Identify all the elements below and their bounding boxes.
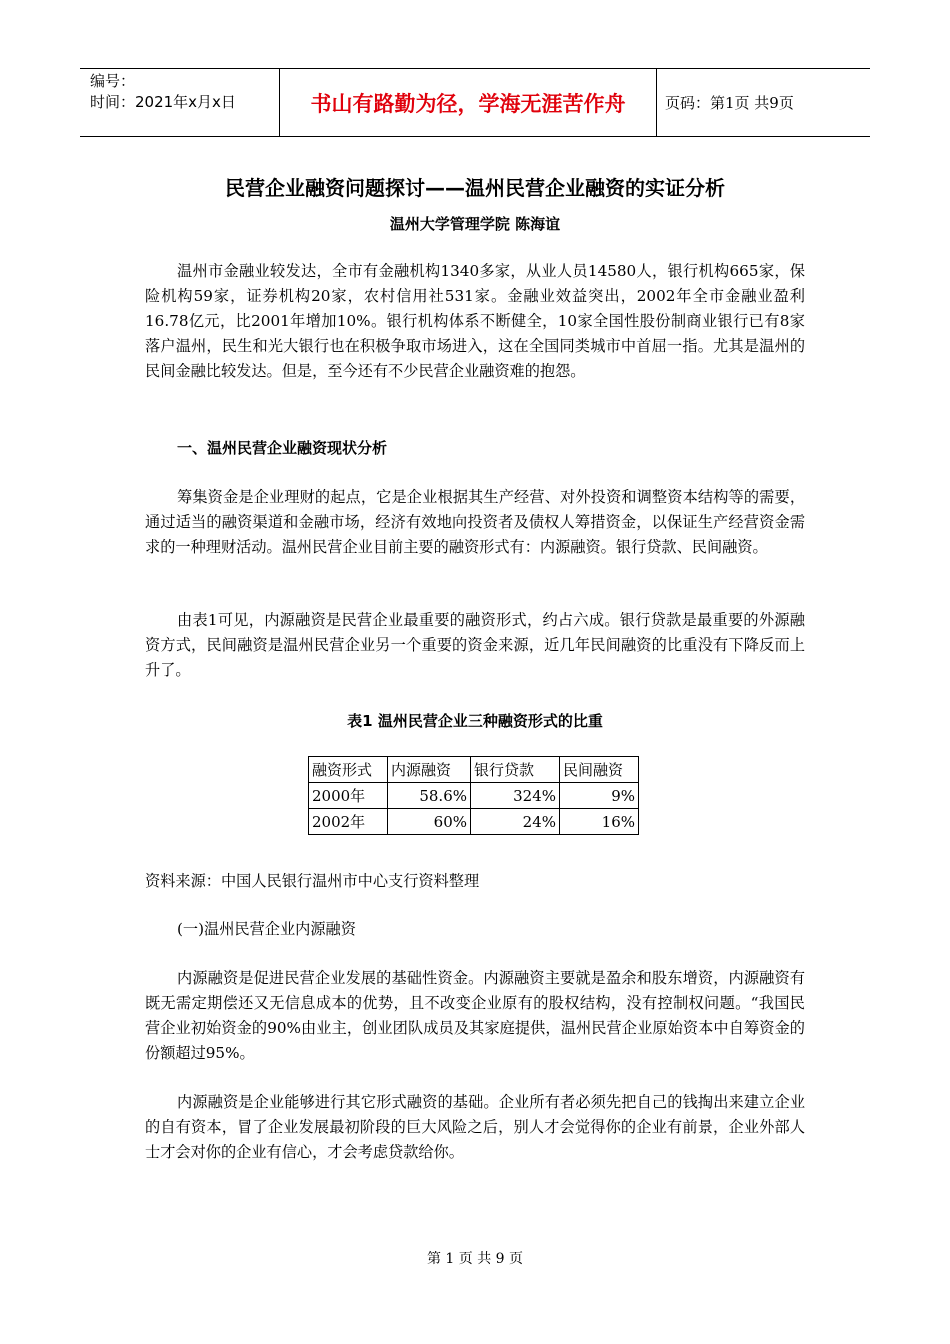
header-meta — [80, 69, 280, 136]
paragraph-1: 筹集资金是企业理财的起点，它是企业根据其生产经营、对外投资和调整资本结构等的需要，通过适当的融资渠道和金融市场，经济有效地向投资者及债权人筹措资金，以保证生产经营资金需求的一种理财活动。温州民营企业目前主要的融资形式有：内源融资。银行贷款、民间融资。 — [145, 488, 805, 556]
table-cell: 2002年 — [309, 809, 388, 835]
table-header-cell: 融资形式 — [309, 757, 388, 783]
table-cell: 9% — [560, 783, 639, 809]
paragraph-3: 内源融资是促进民营企业发展的基础性资金。内源融资主要就是盈余和股东增资，内源融资有既无需定期偿还又无信息成本的优势，且不改变企业原有的股权结构，没有控制权问题。“我国民营企业初始资金的90%由业主，创业团队成员及其家庭提供，温州民营企业原始资本中自筹资金的份额超过95%。 — [145, 969, 805, 1062]
table-cell: 24% — [471, 809, 560, 835]
header-page-info: 页码：第1页 共9页 — [665, 94, 794, 112]
paragraph-4: 内源融资是企业能够进行其它形式融资的基础。企业所有者必须先把自己的钱掏出来建立企业的自有资本，冒了企业发展最初阶段的巨大风险之后，别人才会觉得你的企业有前景，企业外部人士才会对你的企业有信心，才会考虑贷款给你。 — [145, 1093, 805, 1161]
header-motto: 书山有路勤为径，学海无涯苦作舟 — [280, 69, 657, 136]
document-title: 民营企业融资问题探讨——温州民营企业融资的实证分析 — [225, 176, 725, 200]
financing-table — [308, 756, 639, 835]
table-cell: 58.6% — [388, 783, 471, 809]
intro-paragraph: 温州市金融业较发达，全市有金融机构1340多家，从业人员14580人，银行机构665家，保险机构59家，证券机构20家，农村信用社531家。金融业效益突出，2002年全市金融业盈利16.78亿元，比2001年增加10%。银行机构体系不断健全，10家全国性股份制商业银行已有8家落户温州，民生和光大银行也在积极争取市场进入，这在全国同类城市中首屈一指。尤其是温州的民间金融比较发达。但是，至今还有不少民营企业融资难的抱怨。 — [145, 262, 805, 380]
document-author: 温州大学管理学院 陈海谊 — [389, 215, 561, 233]
table-row — [309, 809, 639, 835]
number-label: 编号： — [90, 72, 136, 90]
table-caption: 表1 温州民营企业三种融资形式的比重 — [347, 712, 603, 730]
section-heading: 一、温州民营企业融资现状分析 — [177, 439, 388, 457]
table-header-cell: 银行贷款 — [471, 757, 560, 783]
subsection-heading: (一)温州民营企业内源融资 — [177, 920, 356, 938]
table-cell: 2000年 — [309, 783, 388, 809]
table-cell: 324% — [471, 783, 560, 809]
page-footer: 第 1 页 共 9 页 — [426, 1251, 524, 1267]
table-source: 资料来源：中国人民银行温州市中心支行资料整理 — [145, 872, 480, 890]
table-cell: 16% — [560, 809, 639, 835]
time-label: 时间：2021年x月x日 — [90, 93, 236, 111]
table-header-cell: 内源融资 — [388, 757, 471, 783]
table-header-row — [309, 757, 639, 783]
table-header-cell: 民间融资 — [560, 757, 639, 783]
paragraph-2: 由表1可见，内源融资是民营企业最重要的融资形式，约占六成。银行贷款是最重要的外源融资方式，民间融资是温州民营企业另一个重要的资金来源，近几年民间融资的比重没有下降反而上升了。 — [145, 611, 805, 679]
table-row — [309, 783, 639, 809]
table-cell: 60% — [388, 809, 471, 835]
document-header — [80, 68, 870, 137]
